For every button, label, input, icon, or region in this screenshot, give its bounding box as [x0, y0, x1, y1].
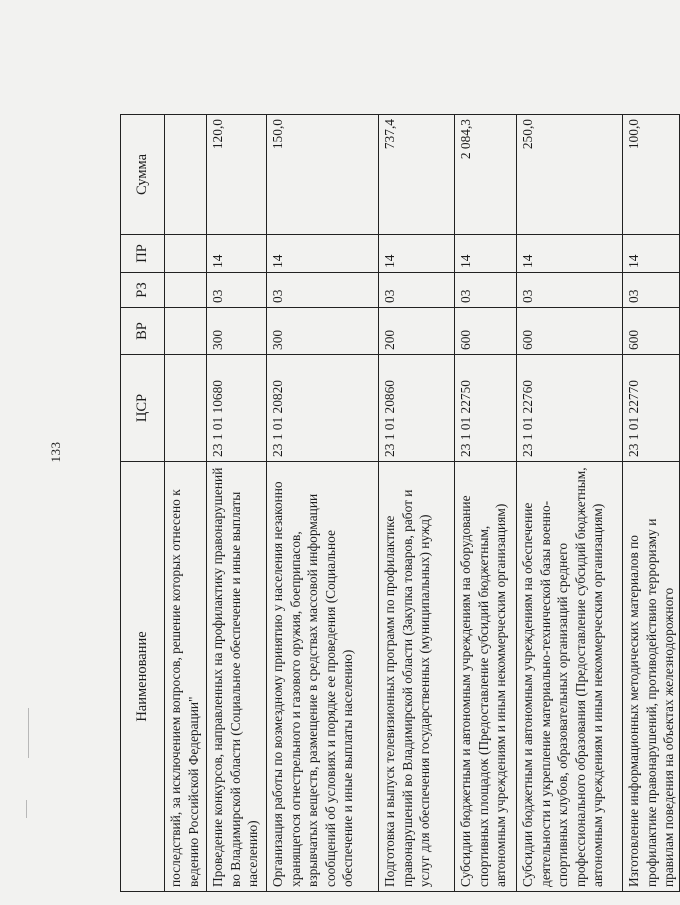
column-header-csr: ЦСР: [121, 355, 165, 462]
row-csr: 23 1 01 20820: [267, 355, 379, 462]
row-csr: 23 1 01 20860: [379, 355, 455, 462]
row-rz: 03: [267, 273, 379, 308]
row-vr: 200: [379, 308, 455, 355]
row-vr: 600: [455, 308, 517, 355]
row-pr: 14: [267, 235, 379, 273]
binding-mark: [26, 800, 27, 818]
row-vr: [165, 308, 207, 355]
row-sum: 150,0: [267, 115, 379, 235]
row-sum: 120,0: [207, 115, 267, 235]
row-csr: 23 1 01 10680: [207, 355, 267, 462]
row-vr: 300: [267, 308, 379, 355]
column-header-sum: Сумма: [121, 115, 165, 235]
row-sum: [165, 115, 207, 235]
row-pr: 14: [517, 235, 623, 273]
row-rz: 03: [455, 273, 517, 308]
table-row: [623, 115, 680, 892]
row-sum: 250,0: [517, 115, 623, 235]
row-csr: 23 1 01 22770: [623, 355, 680, 462]
row-name: последствий, за исключением вопросов, решение которых отнесено к ведению Российской Федерации": [165, 462, 207, 892]
table-row: [379, 115, 455, 892]
row-vr: 600: [517, 308, 623, 355]
row-csr: 23 1 01 22760: [517, 355, 623, 462]
column-header-name: Наименование: [121, 462, 165, 892]
row-rz: 03: [379, 273, 455, 308]
row-name: Проведение конкурсов, направленных на профилактику правонарушений во Владимирской области (Социальное обеспечение и иные выплаты населению): [207, 462, 267, 892]
row-pr: [165, 235, 207, 273]
page-number: 133: [48, 441, 63, 463]
binding-mark: [28, 708, 29, 758]
row-name: Субсидии бюджетным и автономным учреждениям на обеспечение деятельности и укрепление материально-технической базы военно-спортивных клубов, образовательных организаций среднего профессионального образования (Предоставление субсидий бюджетным, автономным учреждениям и иным некоммерческим организациям): [517, 462, 623, 892]
row-pr: 14: [623, 235, 680, 273]
row-vr: 600: [623, 308, 680, 355]
row-pr: 14: [455, 235, 517, 273]
row-sum: 2 084,3: [455, 115, 517, 235]
row-pr: 14: [207, 235, 267, 273]
row-sum: 100,0: [623, 115, 680, 235]
table-row: [165, 115, 207, 892]
column-header-rz: РЗ: [121, 273, 165, 308]
row-rz: 03: [623, 273, 680, 308]
table-row: [517, 115, 623, 892]
table-row: [267, 115, 379, 892]
table-row: [207, 115, 267, 892]
rotated-table-wrapper: [120, 115, 676, 892]
row-name: Подготовка и выпуск телевизионных программ по профилактике правонарушений во Владимирской области (Закупка товаров, работ и услуг для обеспечения государственных (муниципальных) нужд): [379, 462, 455, 892]
column-header-vr: ВР: [121, 308, 165, 355]
row-rz: [165, 273, 207, 308]
row-csr: [165, 355, 207, 462]
budget-table: [120, 114, 680, 892]
row-name: Организация работы по возмездному принятию у населения незаконно хранящегося огнестрельного и газового оружия, боеприпасов, взрывчатых веществ, размещение в средствах массовой информации сообщений об условиях и порядке ее проведения (Социальное обеспечение и иные выплаты населению): [267, 462, 379, 892]
row-name: Субсидии бюджетным и автономным учреждениям на оборудование спортивных площадок (Предоставление субсидий бюджетным, автономным учреждениям и иным некоммерческим организациям): [455, 462, 517, 892]
row-sum: 737,4: [379, 115, 455, 235]
table-header-row: [121, 115, 165, 892]
row-rz: 03: [207, 273, 267, 308]
row-rz: 03: [517, 273, 623, 308]
row-name: Изготовление информационных методических материалов по профилактике правонарушений, противодействию терроризму и правилам поведения на объектах железнодорожного: [623, 462, 680, 892]
row-vr: 300: [207, 308, 267, 355]
row-pr: 14: [379, 235, 455, 273]
table-row: [455, 115, 517, 892]
row-csr: 23 1 01 22750: [455, 355, 517, 462]
column-header-pr: ПР: [121, 235, 165, 273]
